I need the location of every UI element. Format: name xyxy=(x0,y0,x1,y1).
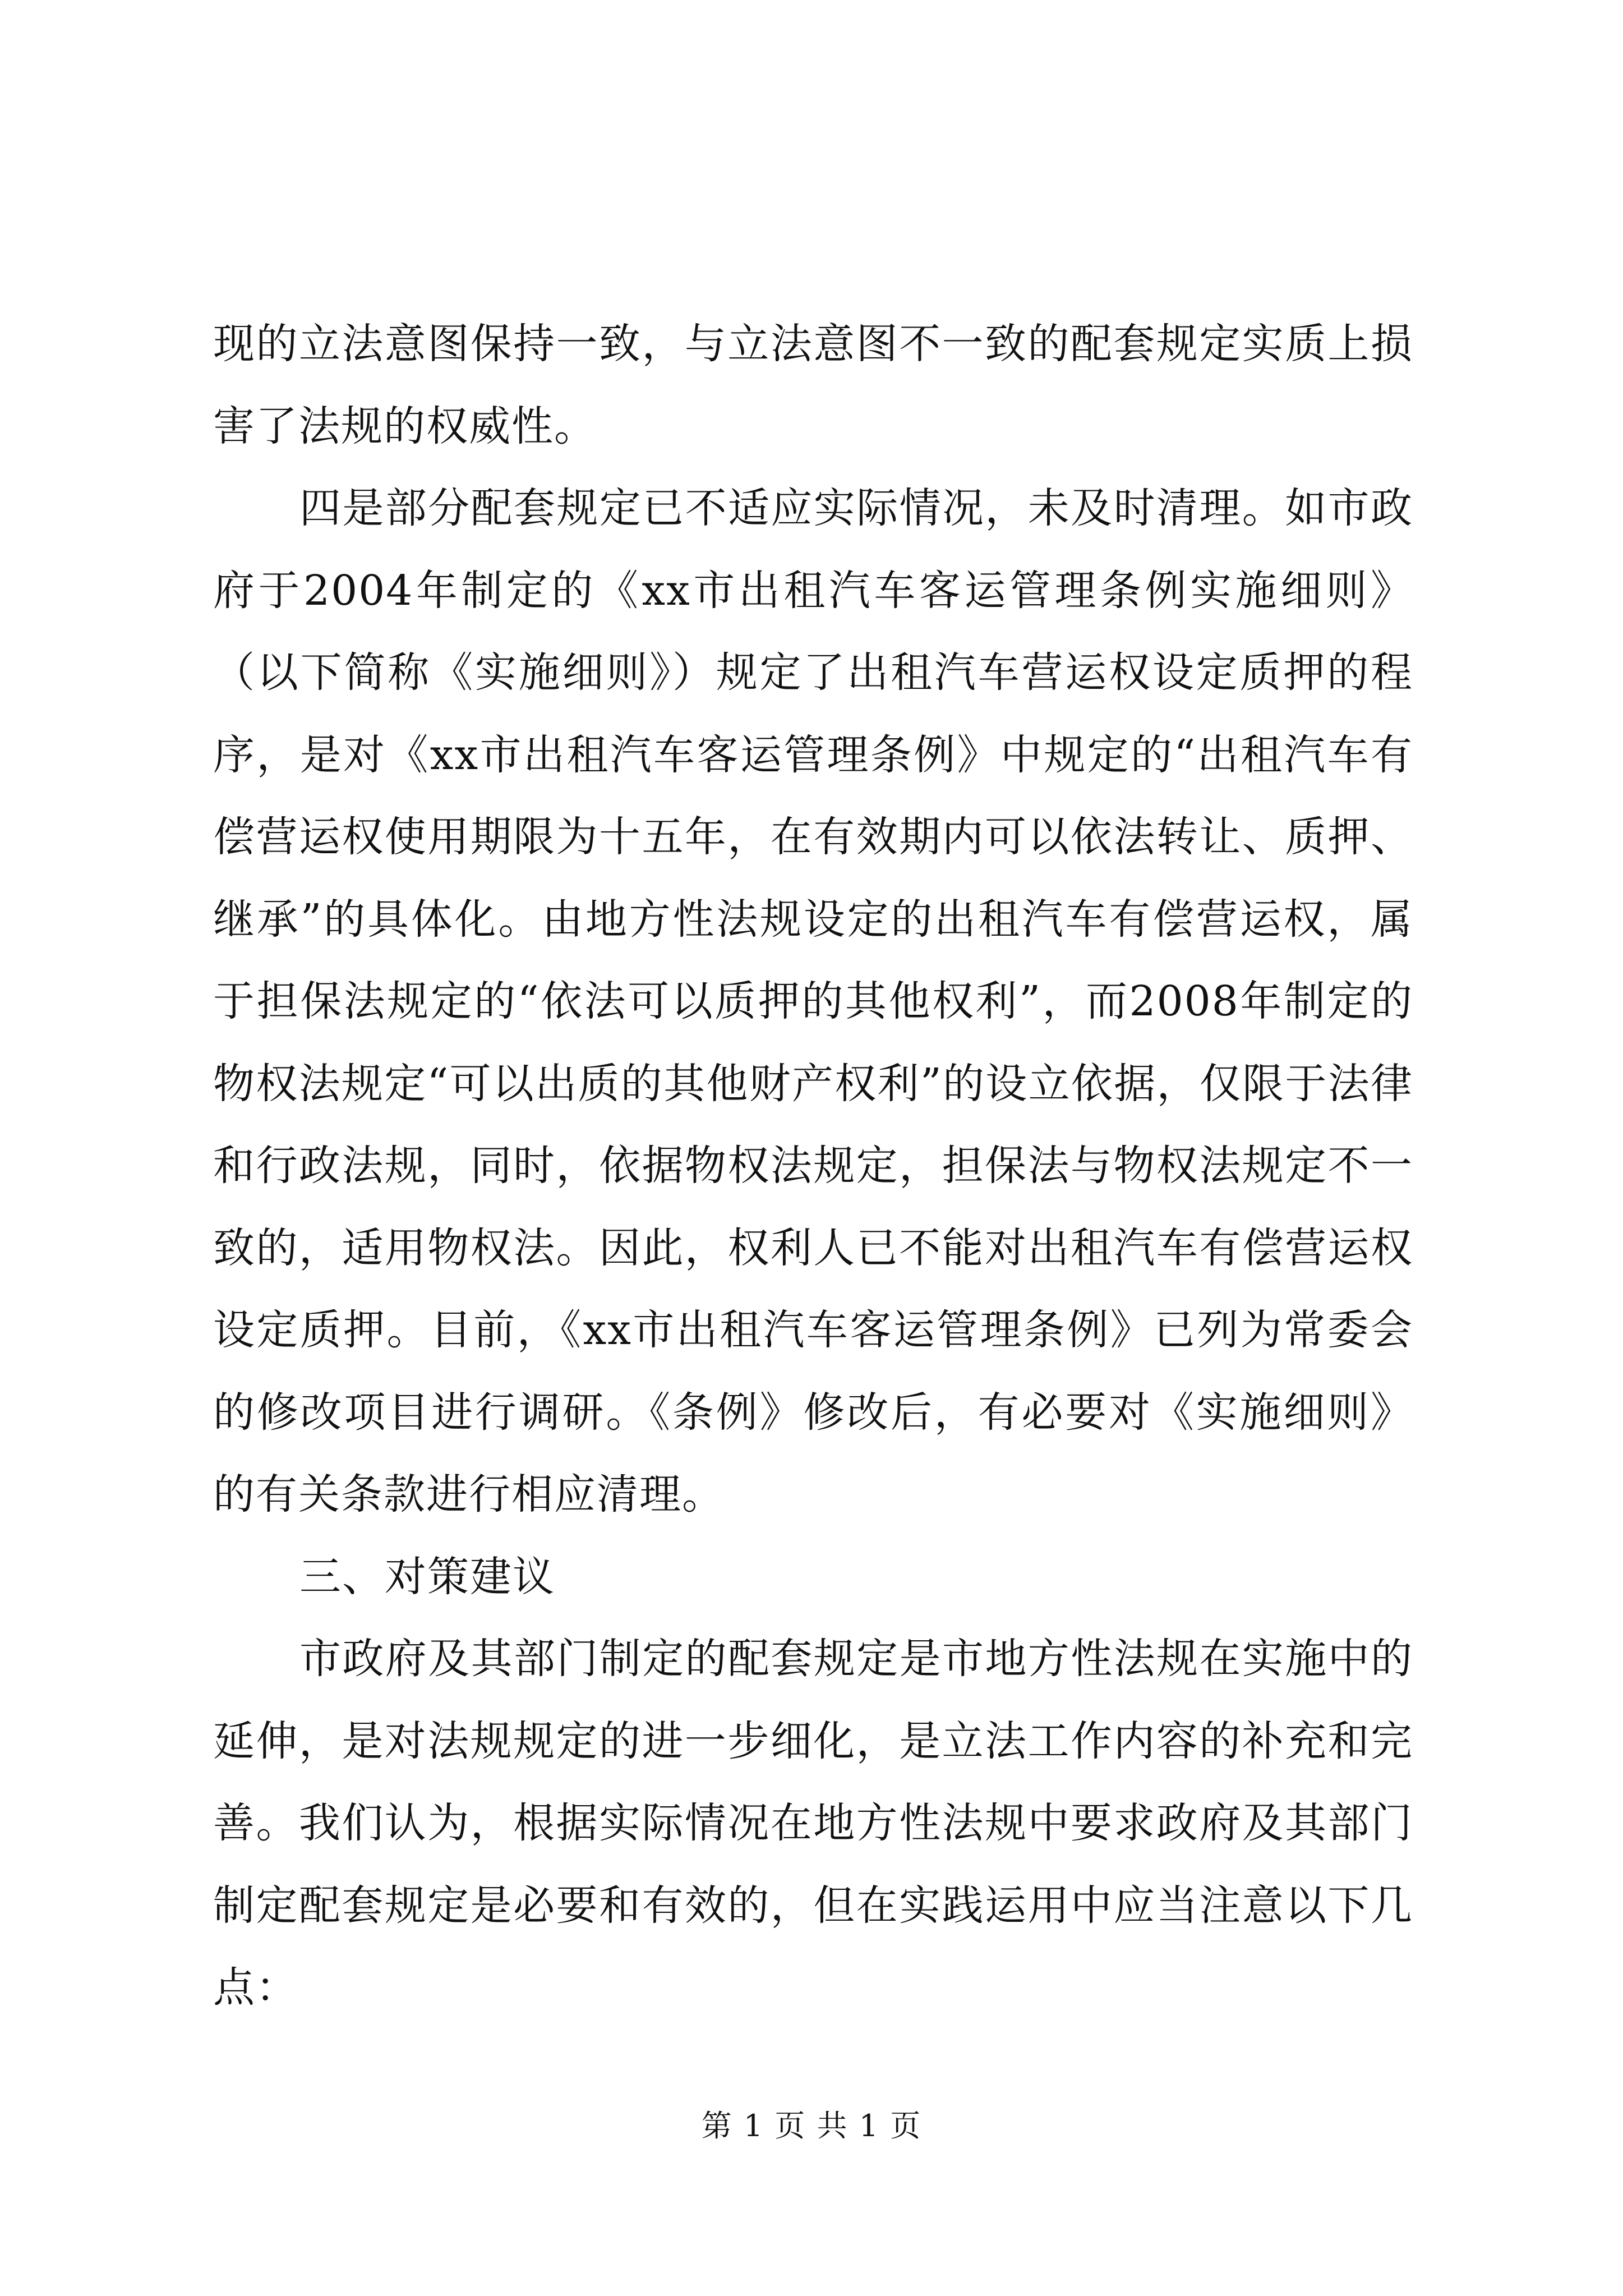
section-heading: 三、对策建议 xyxy=(299,1552,555,1601)
paragraph-continuation: 现的立法意图保持一致，与立法意图不一致的配套规定实质上损害了法规的权威性。 xyxy=(213,320,1413,450)
paragraph-point-four: 四是部分配套规定已不适应实际情况，未及时清理。如市政府于2004年制定的《xx市出租汽车客运管理条例实施细则》（以下简称《实施细则》）规定了出租汽车营运权设定质押的程序，是对《xx市出租汽车客运管理条例》中规定的“出租汽车有偿营运权使用期限为十五年，在有效期内可以依法转让、质押、继承”的具体化。由地方性法规设定的出租汽车有偿营运权，属于担保法规定的“依法可以质押的其他权利”，而2008年制定的物权法规定“可以出质的其他财产权利”的设立依据，仅限于法律和行政法规，同时，依据物权法规定，担保法与物权法规定不一致的，适用物权法。因此，权利人已不能对出租汽车有偿营运权设定质押。目前，《xx市出租汽车客运管理条例》已列为常委会的修改项目进行调研。《条例》修改后，有必要对《实施细则》的有关条款进行相应清理。 xyxy=(213,484,1413,1519)
page-footer: 第 1 页 共 1 页 xyxy=(701,2108,922,2143)
document-body xyxy=(213,303,1413,2029)
paragraph-recommendations: 市政府及其部门制定的配套规定是市地方性法规在实施中的延伸，是对法规规定的进一步细化，是立法工作内容的补充和完善。我们认为，根据实际情况在地方性法规中要求政府及其部门制定配套规定是必要和有效的，但在实践运用中应当注意以下几点： xyxy=(213,1635,1413,2012)
